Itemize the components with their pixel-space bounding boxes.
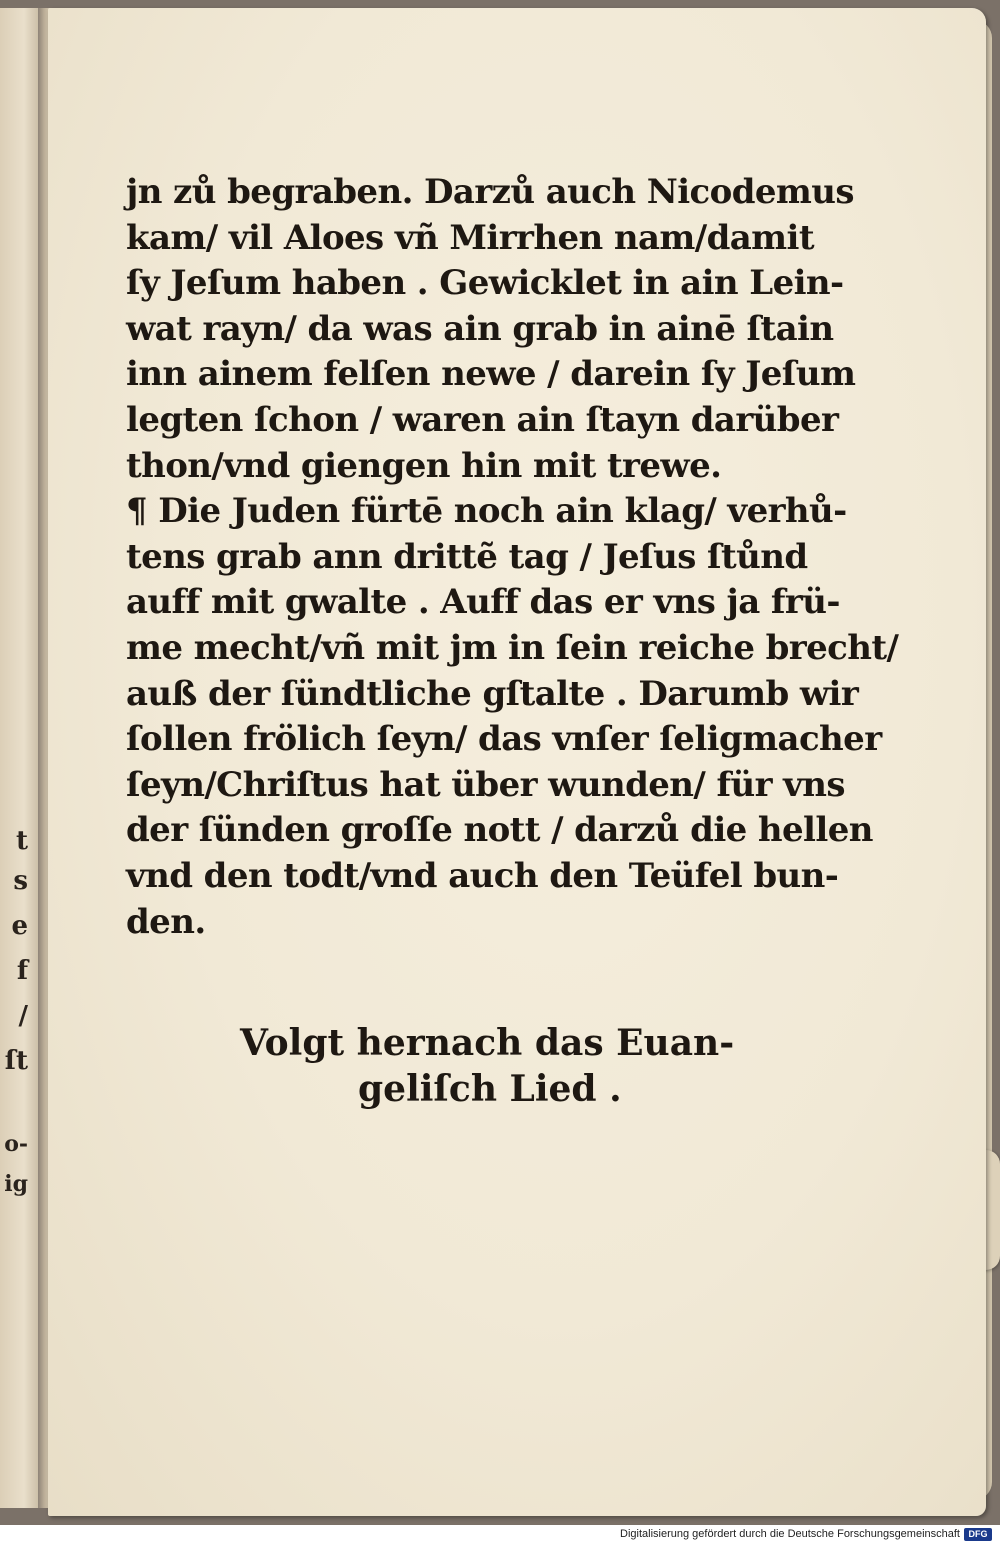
heading-line: Volgt hernach das Euan- [240, 1022, 735, 1064]
heading-line: geliſch Lied . [358, 1068, 622, 1110]
left-page-fragment: o- [4, 1131, 28, 1157]
main-text-block [126, 170, 899, 945]
text-line: legten ſchon / waren ain ſtayn darüber [126, 399, 839, 440]
left-page-fragment: s [13, 866, 28, 896]
text-line: inn ainem felſen newe / darein ſy Jeſum [126, 354, 856, 395]
text-line: jn zů begraben. Darzů auch Nicodemus [126, 172, 854, 212]
text-line: ſy Jeſum haben . Gewicklet in ain Lein- [126, 263, 844, 304]
text-line: ſollen frölich ſeyn/ das vnſer ſeligmacher [126, 719, 882, 760]
text-line: me mecht/vñ mit jm in ſein reiche brecht/ [126, 627, 899, 668]
text-line: ſeyn/Chriſtus hat über wunden/ für vns [126, 764, 845, 805]
left-page-fragment: / [18, 1001, 28, 1031]
left-page-fragment: ig [4, 1171, 28, 1197]
text-line: auff mit gwalte . Auff das er vns ja frü- [126, 582, 840, 623]
funding-credit: Digitalisierung gefördert durch die Deutsche Forschungsgemeinschaft [620, 1528, 960, 1540]
left-page-fragment: f [16, 956, 28, 986]
text-line: thon/vnd giengen hin mit trewe. [126, 445, 722, 486]
text-line: den. [126, 901, 206, 942]
text-line: auß der ſündtliche gſtalte . Darumb wir [126, 673, 859, 714]
left-page-fragment: e [11, 911, 28, 941]
dfg-logo: DFG [964, 1528, 992, 1541]
text-line: wat rayn/ da was ain grab in ainē ſtain [126, 308, 834, 349]
text-line: ¶ Die Juden fürtē noch ain klag/ verhů- [126, 491, 847, 532]
text-line: tens grab ann drittẽ tag / Jeſus ſtůnd [126, 536, 808, 577]
text-line: kam/ vil Aloes vñ Mirrhen nam/damit [126, 217, 814, 258]
section-heading [240, 1020, 760, 1112]
left-page-fragment: ſt [4, 1046, 28, 1076]
left-page-fragment: t [15, 826, 28, 856]
text-line: der ſünden groſſe nott / darzů die hellen [126, 810, 873, 851]
left-page-edge [0, 8, 40, 1508]
text-line: vnd den todt/vnd auch den Teüfel bun- [126, 855, 839, 896]
footer-bar [0, 1525, 1000, 1545]
